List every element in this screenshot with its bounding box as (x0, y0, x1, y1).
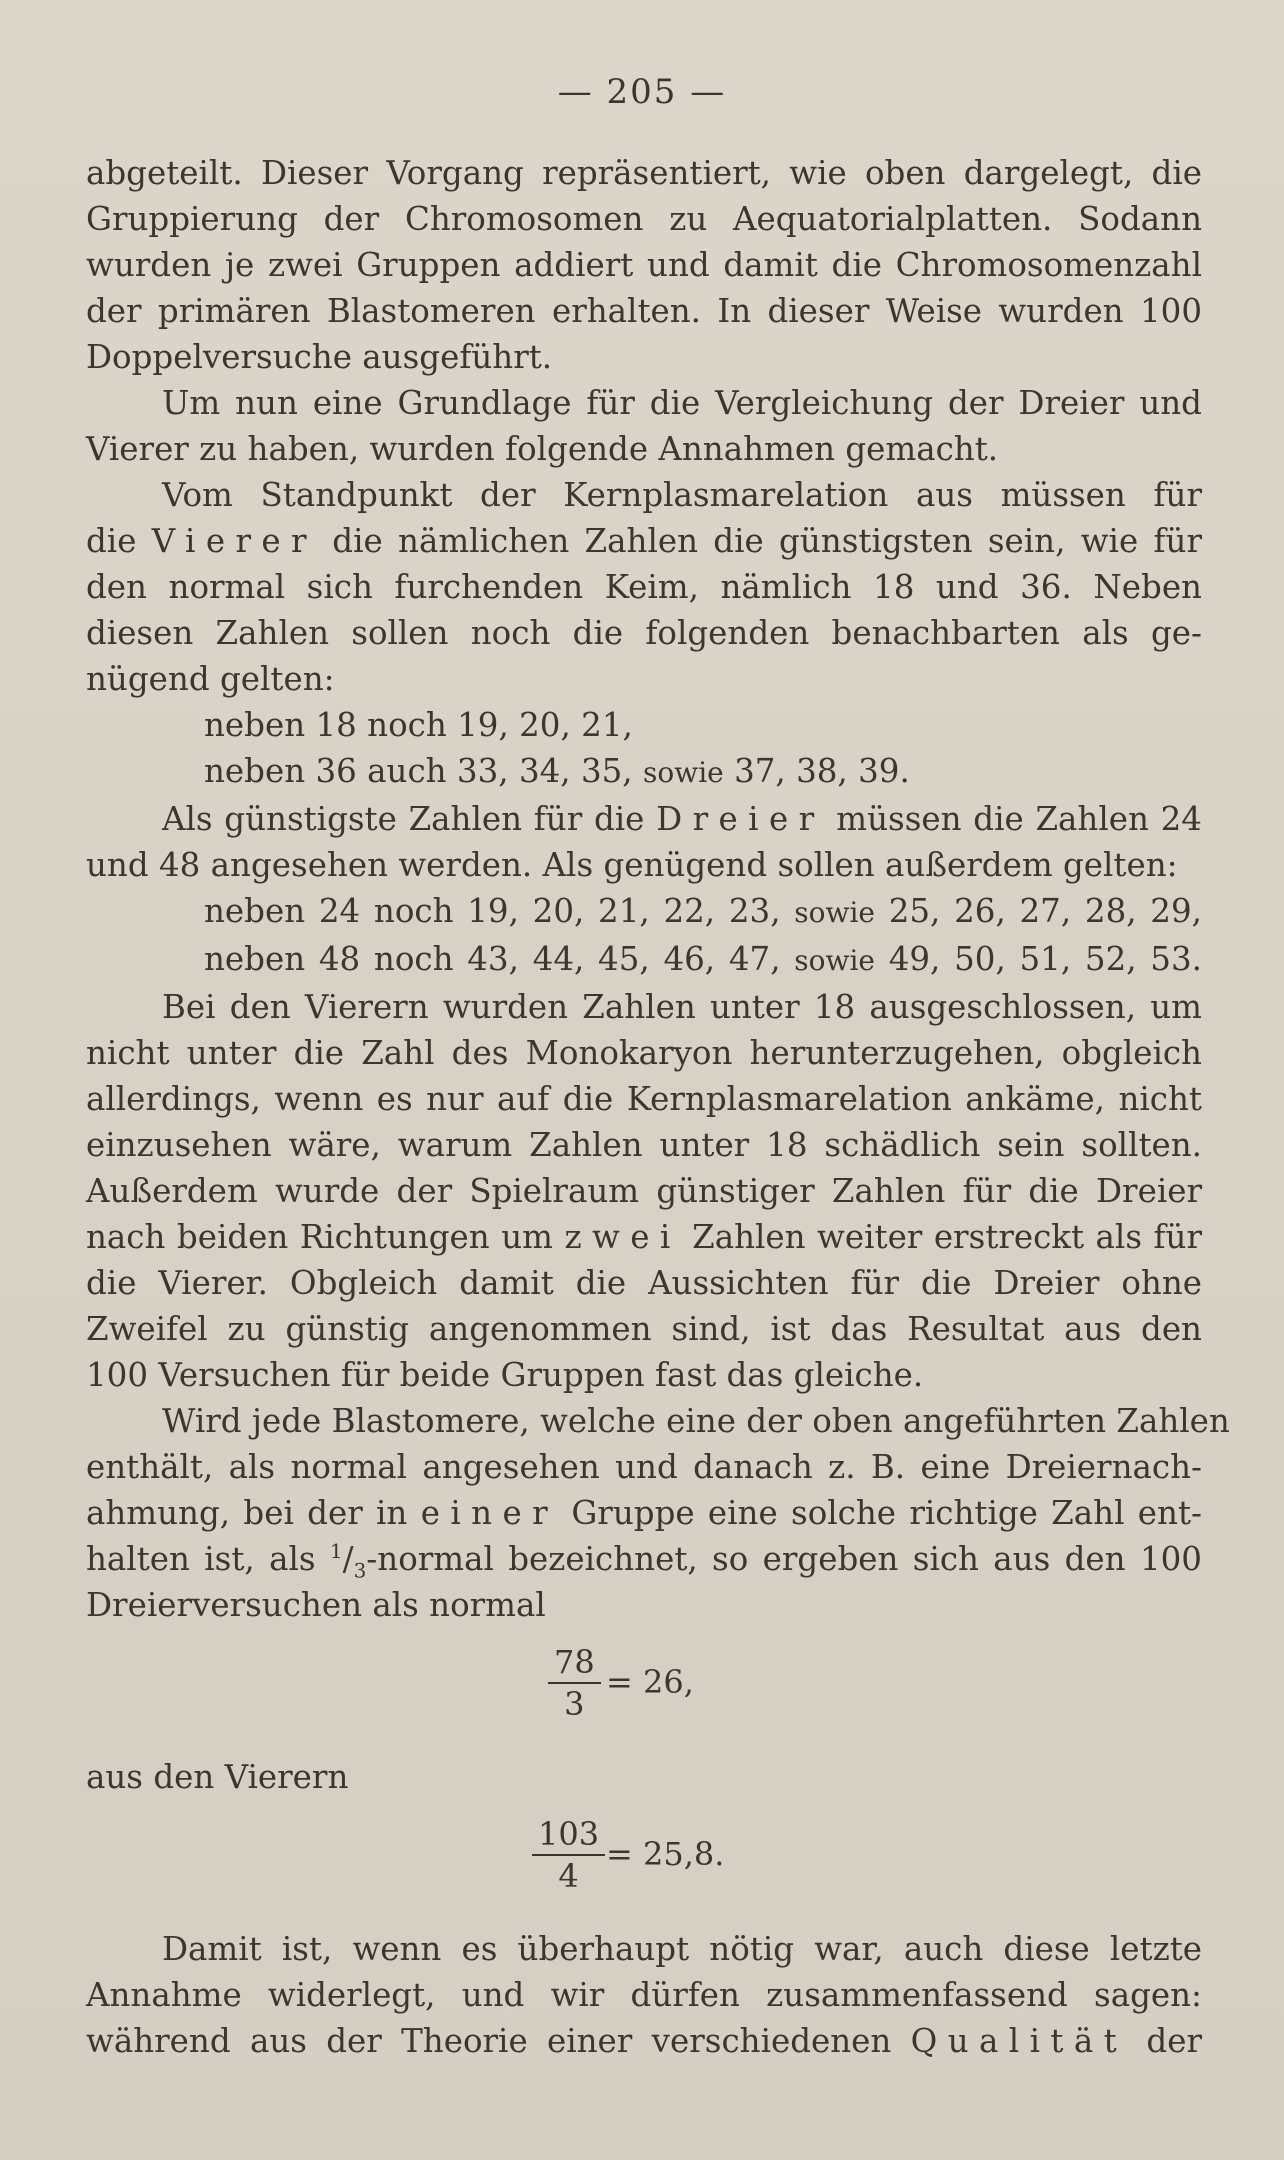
text-line: diesen Zahlen sollen noch die folgenden benachbarten als ge- (86, 614, 1202, 652)
text-run: neben 24 noch 19, 20, 21, 22, 23, (204, 892, 781, 930)
emphasis-text: Qualität (910, 2022, 1128, 2060)
text-run: 37, 38, 39. (734, 752, 910, 790)
text-line (86, 1536, 1202, 1582)
paragraph-6 (86, 1398, 1230, 1628)
equation-result: = 25,8. (606, 1835, 725, 1873)
number-list-2 (86, 888, 1202, 984)
text-run: müssen die Zahlen 24 (836, 800, 1202, 838)
fraction-denominator: 4 (558, 1857, 579, 1895)
emphasis-text: einer (420, 1494, 559, 1532)
page-number: — 205 — (557, 72, 727, 112)
paragraph-1 (86, 150, 1202, 380)
fraction-numerator: 1 (329, 1539, 343, 1564)
text-line (86, 2018, 1202, 2064)
text-run: Gruppe eine solche richtige Zahl ent- (571, 1494, 1202, 1532)
text-run: Als günstigste Zahlen für die (162, 800, 645, 838)
emphasis-text: Dreier (656, 800, 825, 838)
fraction-numerator: 103 (532, 1814, 605, 1856)
text-line: enthält, als normal angesehen und danach z. B. eine Dreiernach- (86, 1448, 1202, 1486)
emphasis-text: Vierer (151, 522, 317, 560)
text-line (86, 1490, 1202, 1536)
text-line (86, 796, 1202, 842)
text-line: Damit ist, wenn es überhaupt nötig war, auch diese letzte (162, 1930, 1202, 1968)
text-line (86, 518, 1202, 564)
list-line (86, 748, 1202, 796)
emphasis-text: zwei (564, 1218, 681, 1256)
equation-vierer (86, 1800, 1202, 1926)
text-run: sowie (794, 944, 875, 977)
text-line: Annahme widerlegt, und wir dürfen zusammenfassend sagen: (86, 1976, 1202, 2014)
number-list-1 (86, 702, 1202, 796)
text-run: -normal bezeichnet, so ergeben sich aus den 100 (366, 1540, 1202, 1578)
fraction-denominator: 3 (353, 1558, 367, 1583)
list-line: neben 18 noch 19, 20, 21, (204, 706, 633, 744)
text-line: nügend gelten: (86, 660, 335, 698)
text-run: nach beiden Richtungen um (86, 1218, 553, 1256)
paragraph-5 (86, 984, 1202, 1398)
fraction (532, 1814, 605, 1896)
body-text (86, 150, 1230, 2064)
text-run: halten ist, als (86, 1540, 316, 1578)
text-line: Wird jede Blastomere, welche eine der oben angeführten Zahlen (162, 1402, 1230, 1440)
text-run: Zahlen weiter erstreckt als für (692, 1218, 1202, 1256)
text-line: abgeteilt. Dieser Vorgang repräsentiert, wie oben dargelegt, die (86, 154, 1202, 192)
text-run: ahmung, bei der in (86, 1494, 408, 1532)
text-run: sowie (643, 756, 724, 789)
text-run: sowie (794, 896, 875, 929)
paragraph-2 (86, 380, 1202, 472)
text-line: einzusehen wäre, warum Zahlen unter 18 schädlich sein sollten. (86, 1126, 1202, 1164)
list-line (86, 888, 1202, 936)
equation-result: = 26, (606, 1663, 694, 1701)
fraction-denominator: 3 (564, 1685, 585, 1723)
text-line: allerdings, wenn es nur auf die Kernplasmarelation ankäme, nicht (86, 1080, 1202, 1118)
text-line (86, 1214, 1202, 1260)
text-line: Zweifel zu günstig angenommen sind, ist das Resultat aus den (86, 1310, 1202, 1348)
paragraph-3 (86, 472, 1202, 702)
text-run: während aus der Theorie einer verschiedenen (86, 2022, 892, 2060)
text-line: nicht unter die Zahl des Monokaryon herunterzugehen, obgleich (86, 1034, 1202, 1072)
text-line: aus den Vierern (86, 1758, 349, 1796)
paragraph-7 (86, 1754, 1202, 1800)
text-line: 100 Versuchen für beide Gruppen fast das gleiche. (86, 1356, 924, 1394)
equation-dreier (86, 1628, 1202, 1754)
text-line: Gruppierung der Chromosomen zu Aequatorialplatten. Sodann (86, 200, 1202, 238)
text-line: Vierer zu haben, wurden folgende Annahmen gemacht. (86, 430, 999, 468)
text-line: Um nun eine Grundlage für die Vergleichung der Dreier und (162, 384, 1202, 422)
text-run: 25, 26, 27, 28, 29, (888, 892, 1202, 930)
text-line: Vom Standpunkt der Kernplasmarelation aus müssen für (162, 476, 1202, 514)
text-run: 49, 50, 51, 52, 53. (888, 940, 1202, 978)
list-line (86, 936, 1202, 984)
text-run: der (1146, 2022, 1202, 2060)
fraction-numerator: 78 (548, 1642, 601, 1684)
text-line: Bei den Vierern wurden Zahlen unter 18 ausgeschlossen, um (162, 988, 1202, 1026)
text-line: Dreierversuchen als normal (86, 1586, 546, 1624)
text-line: und 48 angesehen werden. Als genügend sollen außerdem gelten: (86, 846, 1178, 884)
paragraph-4 (86, 796, 1202, 888)
text-line: Doppelversuche ausgeführt. (86, 338, 553, 376)
text-line: den normal sich furchenden Keim, nämlich 18 und 36. Neben (86, 568, 1202, 606)
text-line: die Vierer. Obgleich damit die Aussichten für die Dreier ohne (86, 1264, 1202, 1302)
fraction (548, 1642, 601, 1724)
text-run: neben 48 noch 43, 44, 45, 46, 47, (204, 940, 781, 978)
text-line: der primären Blastomeren erhalten. In dieser Weise wurden 100 (86, 292, 1202, 330)
text-line: wurden je zwei Gruppen addiert und damit die Chromosomenzahl (86, 246, 1202, 284)
text-run: die nämlichen Zahlen die günstigsten sein, wie für (332, 522, 1202, 560)
text-line: Außerdem wurde der Spielraum günstiger Zahlen für die Dreier (86, 1172, 1202, 1210)
paragraph-8 (86, 1926, 1202, 2064)
fraction-slash: / (342, 1540, 354, 1578)
text-run: die (86, 522, 137, 560)
text-run: neben 36 auch 33, 34, 35, (204, 752, 633, 790)
